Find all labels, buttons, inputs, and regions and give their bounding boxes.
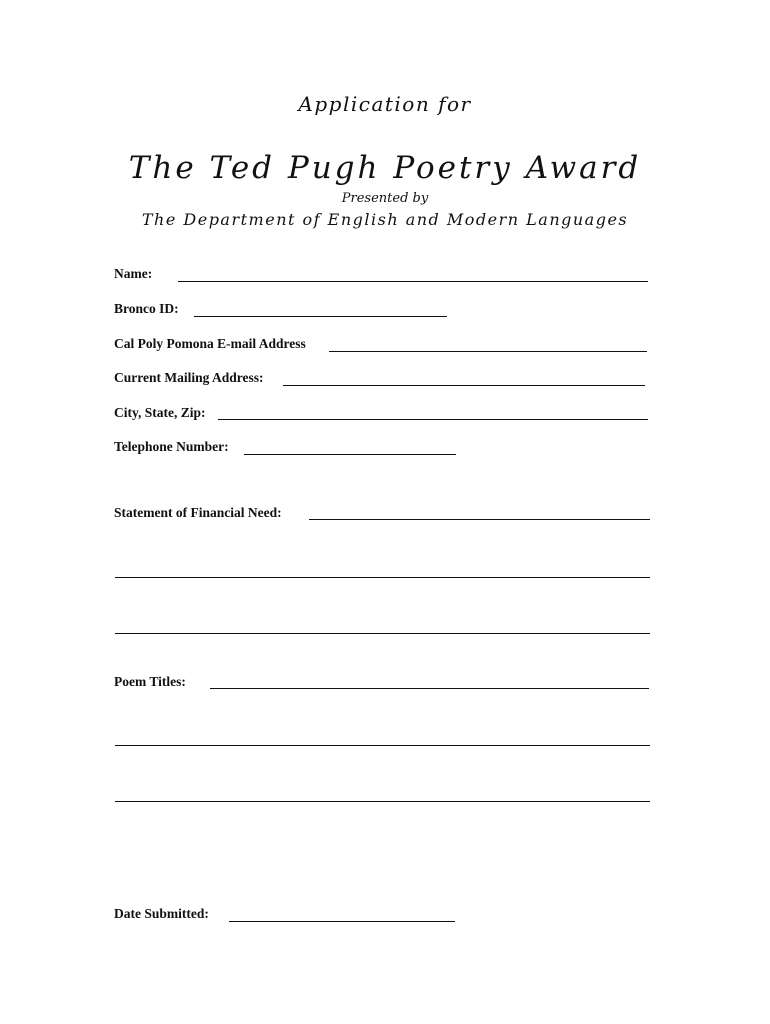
financial-need-continuation-line-1[interactable] [115, 577, 650, 578]
email-field-line[interactable] [329, 351, 647, 352]
financial-need-continuation-line-2[interactable] [115, 633, 650, 634]
presenter-label: Presented by [341, 191, 429, 206]
bronco-id-label: Bronco ID: [114, 301, 179, 316]
city-state-zip-label: City, State, Zip: [114, 405, 206, 420]
email-label: Cal Poly Pomona E-mail Address [114, 336, 306, 351]
telephone-label: Telephone Number: [114, 439, 229, 454]
name-label: Name: [114, 266, 153, 281]
date-submitted-label: Date Submitted: [114, 906, 209, 921]
mailing-address-label: Current Mailing Address: [114, 370, 264, 385]
telephone-field-line[interactable] [244, 454, 456, 455]
name-field-line[interactable] [178, 281, 648, 282]
poem-titles-label: Poem Titles: [114, 674, 186, 689]
form-title: The Ted Pugh Poetry Award [128, 150, 642, 186]
city-state-zip-field-line[interactable] [218, 419, 648, 420]
form-header-prefix: Application for [298, 92, 472, 116]
financial-need-field-line[interactable] [309, 519, 650, 520]
date-submitted-field-line[interactable] [229, 921, 455, 922]
mailing-address-field-line[interactable] [283, 385, 645, 386]
bronco-id-field-line[interactable] [194, 316, 447, 317]
poem-titles-field-line[interactable] [210, 688, 649, 689]
department-name: The Department of English and Modern Languages [141, 210, 629, 229]
poem-titles-continuation-line-2[interactable] [115, 801, 650, 802]
financial-need-label: Statement of Financial Need: [114, 505, 282, 520]
poem-titles-continuation-line-1[interactable] [115, 745, 650, 746]
